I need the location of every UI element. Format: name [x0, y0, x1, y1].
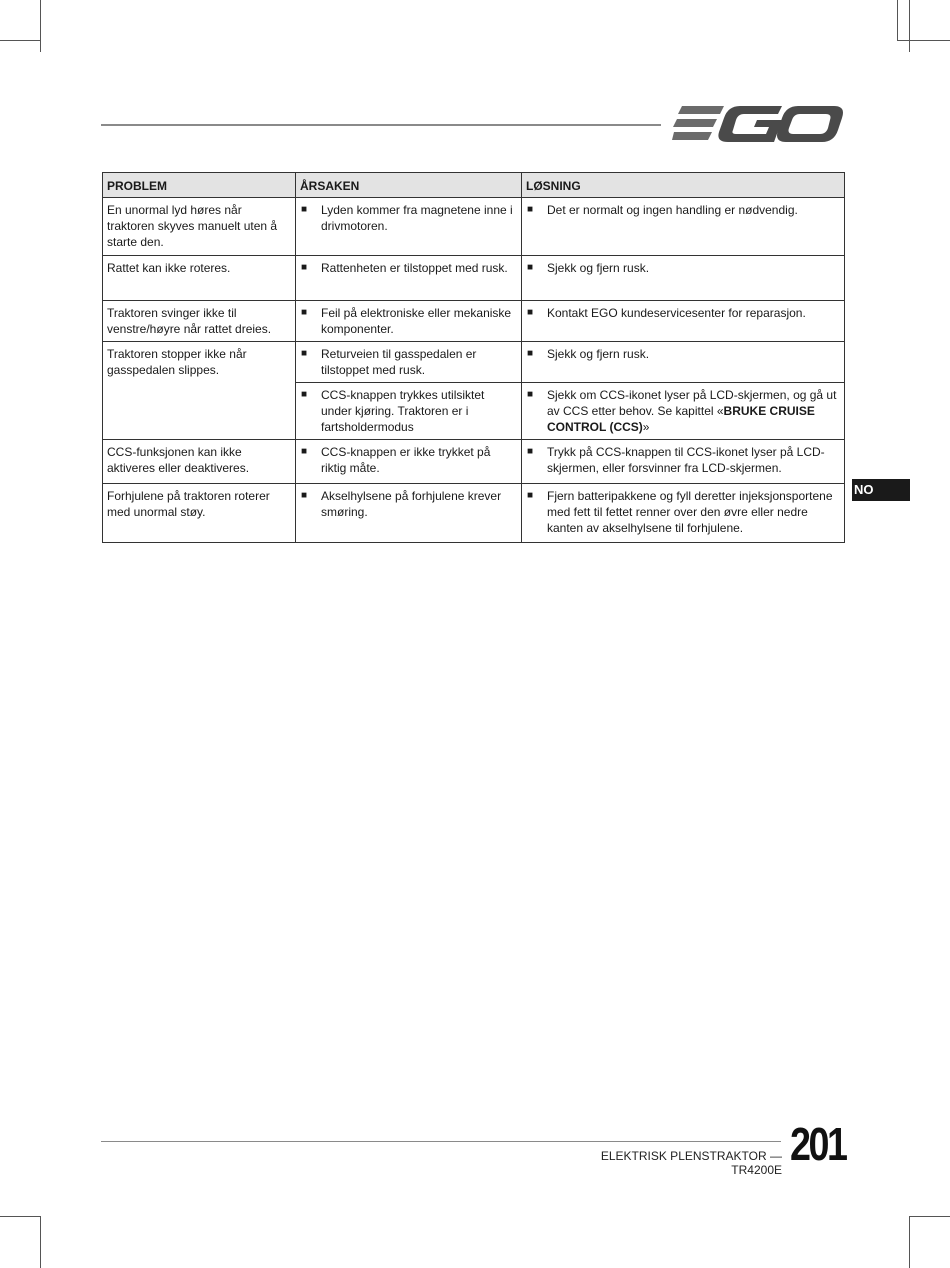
problem-cell: Traktoren stopper ikke når gasspedalen slippes.: [103, 342, 296, 440]
cause-text: Lyden kommer fra magnetene inne i drivmotoren.: [321, 203, 513, 233]
problem-cell: Forhjulene på traktoren roterer med unormal støy.: [103, 484, 296, 543]
bullet-icon: ■: [301, 348, 308, 359]
table-row: [103, 342, 845, 383]
bullet-icon: ■: [301, 389, 308, 400]
bullet-icon: ■: [527, 446, 534, 457]
footer-rule: [101, 1141, 781, 1142]
cause-text: CCS-knappen er ikke trykket på riktig måte.: [321, 445, 491, 475]
solution-text: Trykk på CCS-knappen til CCS-ikonet lyser på LCD-skjermen, eller forsvinner fra LCD-skjermen.: [547, 445, 825, 475]
solution-cell: [522, 301, 845, 342]
crop-mark: [909, 0, 910, 52]
cause-cell: [296, 484, 522, 543]
solution-text: Kontakt EGO kundeservicesenter for reparasjon.: [547, 306, 806, 320]
cause-cell: [296, 342, 522, 383]
solution-text-pre: Sjekk om CCS-ikonet lyser på LCD-skjermen, og gå ut av CCS etter behov. Se kapittel «: [547, 388, 837, 418]
crop-mark: [897, 40, 950, 41]
table-row: [103, 484, 845, 543]
solution-cell: [522, 256, 845, 301]
bullet-icon: ■: [301, 490, 308, 501]
header-cause: ÅRSAKEN: [296, 173, 522, 198]
cause-cell: [296, 301, 522, 342]
table-row: [103, 198, 845, 256]
problem-cell: En unormal lyd høres når traktoren skyves manuelt uten å starte den.: [103, 198, 296, 256]
chapter-reference: BRUKE CRUISE CONTROL (CCS): [547, 404, 815, 434]
troubleshooting-table: [102, 172, 845, 543]
bullet-icon: ■: [527, 204, 534, 215]
bullet-icon: ■: [527, 389, 534, 400]
problem-cell: Rattet kan ikke roteres.: [103, 256, 296, 301]
solution-text: Fjern batteripakkene og fyll deretter injeksjonsportene med fett til fettet renner over den øvre eller nedre kanten av akselhylsene til forhjulene.: [547, 489, 833, 535]
solution-text: [547, 387, 841, 435]
cause-cell: [296, 440, 522, 484]
solution-text: Sjekk og fjern rusk.: [547, 261, 650, 275]
crop-mark: [0, 1216, 40, 1217]
cause-cell: [296, 383, 522, 440]
header-rule: [101, 124, 661, 126]
crop-mark: [40, 0, 41, 52]
table-row: [103, 301, 845, 342]
cause-cell: [296, 198, 522, 256]
bullet-icon: ■: [301, 262, 308, 273]
cause-text: Akselhylsene på forhjulene krever smøring.: [321, 489, 502, 519]
problem-cell: Traktoren svinger ikke til venstre/høyre når rattet dreies.: [103, 301, 296, 342]
bullet-icon: ■: [527, 307, 534, 318]
cause-text: Rattenheten er tilstoppet med rusk.: [321, 261, 508, 275]
crop-mark: [0, 40, 40, 41]
table-row: [103, 256, 845, 301]
solution-cell: [522, 383, 845, 440]
page-number: 201: [790, 1118, 846, 1170]
bullet-icon: ■: [301, 204, 308, 215]
solution-text-post: »: [642, 420, 650, 434]
cause-text: Returveien til gasspedalen er tilstoppet med rusk.: [321, 347, 477, 377]
solution-cell: [522, 440, 845, 484]
bullet-icon: ■: [301, 446, 308, 457]
bullet-icon: ■: [527, 490, 534, 501]
solution-cell: [522, 198, 845, 256]
language-tab: NO: [852, 479, 910, 501]
cause-text: CCS-knappen trykkes utilsiktet under kjøring. Traktoren er i fartsholdermodus: [321, 388, 485, 434]
crop-mark: [909, 1216, 950, 1217]
cause-text: Feil på elektroniske eller mekaniske komponenter.: [321, 306, 512, 336]
problem-cell: CCS-funksjonen kan ikke aktiveres eller deaktiveres.: [103, 440, 296, 484]
solution-text: Det er normalt og ingen handling er nødvendig.: [547, 203, 798, 217]
solution-text: Sjekk og fjern rusk.: [547, 347, 650, 361]
bullet-icon: ■: [527, 262, 534, 273]
solution-cell: [522, 484, 845, 543]
bullet-icon: ■: [301, 307, 308, 318]
table-header-row: [103, 173, 845, 198]
table-row: [103, 440, 845, 484]
ego-logo: [672, 104, 844, 144]
crop-mark: [40, 1216, 41, 1268]
bullet-icon: ■: [527, 348, 534, 359]
footer-title: ELEKTRISK PLENSTRAKTOR — TR4200E: [600, 1149, 782, 1177]
crop-mark: [909, 1216, 910, 1268]
header-problem: PROBLEM: [103, 173, 296, 198]
cause-cell: [296, 256, 522, 301]
crop-mark: [897, 0, 898, 40]
solution-cell: [522, 342, 845, 383]
header-solution: LØSNING: [522, 173, 845, 198]
